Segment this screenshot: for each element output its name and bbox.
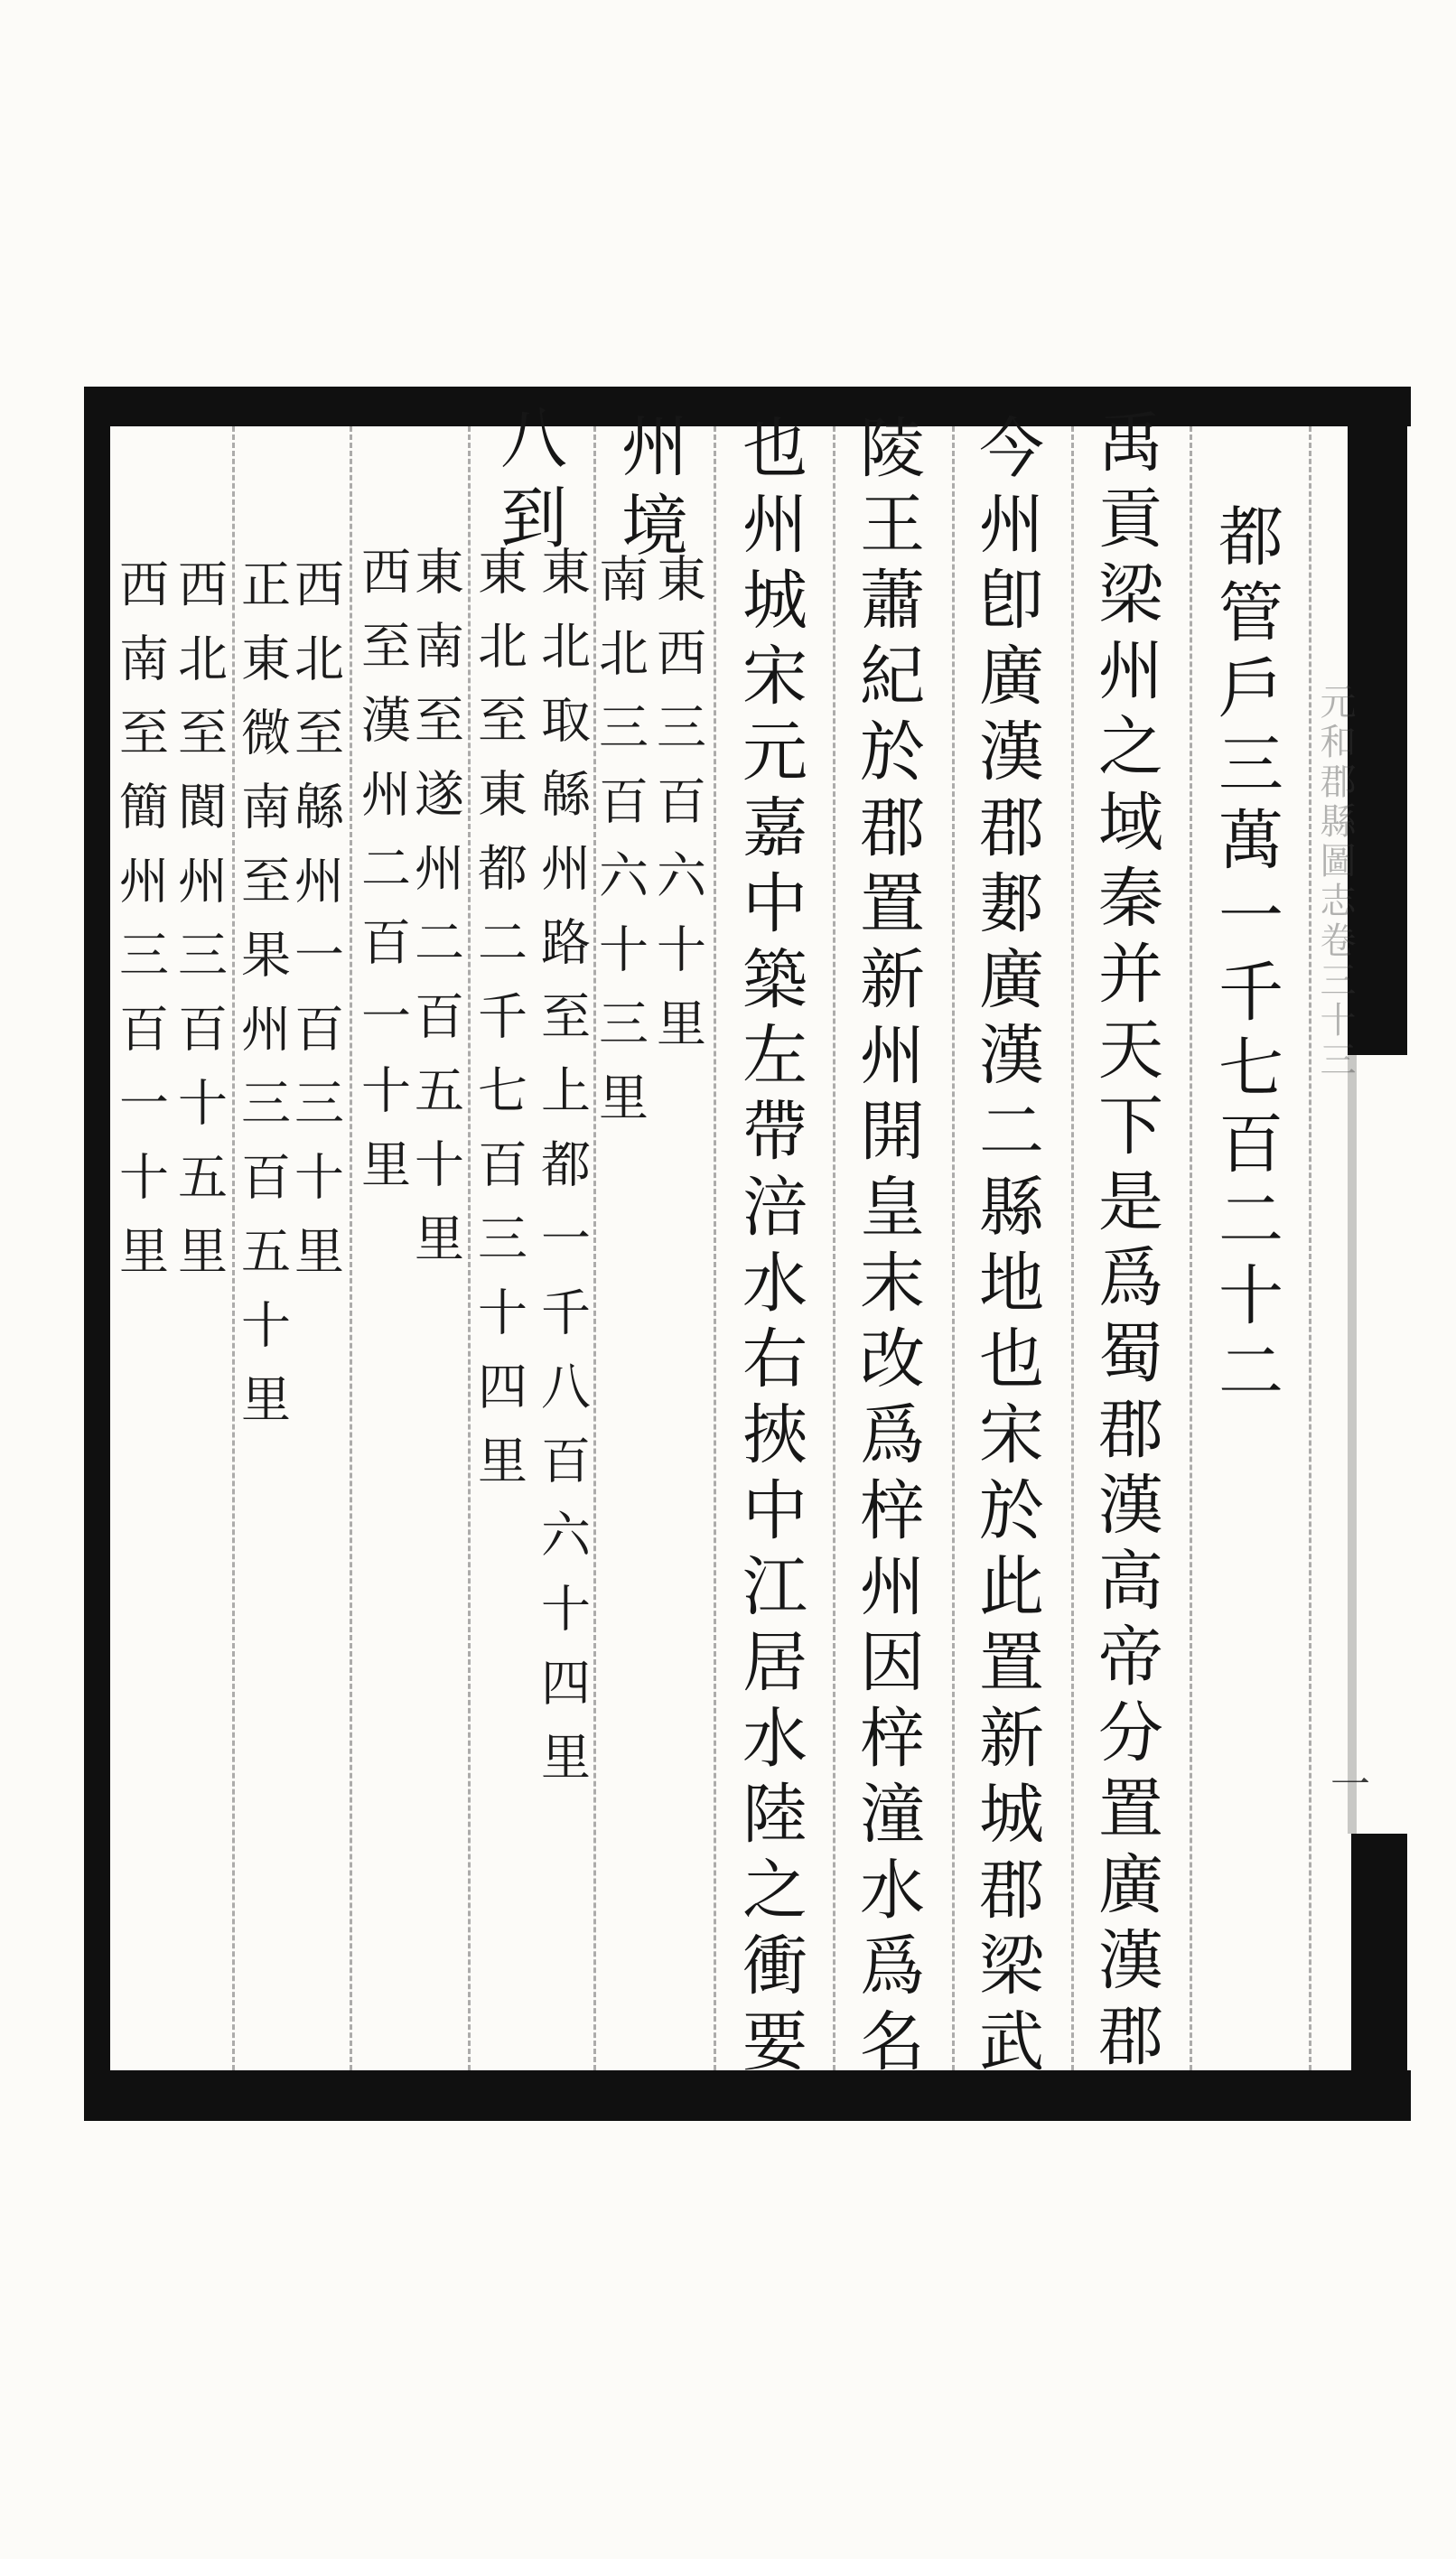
folio-number: 一 — [1323, 1763, 1369, 1803]
subcolumn-east-west: 東西三百六十里 — [649, 553, 706, 1071]
subcolumn-route: 東北取緜州路至上都一千八百六十四里 — [533, 546, 591, 1805]
frame-right-border-faded — [1348, 1055, 1357, 1834]
subcolumn-route: 正東微南至果州三百五十里 — [233, 558, 291, 1447]
section-header-zhoujing: 州境 — [611, 411, 688, 570]
subcolumn-north-south: 南北三百六十三里 — [591, 553, 649, 1145]
text-column: 今州卽廣漢郡郪廣漢二縣地也宋於此置新城郡梁武 — [968, 414, 1044, 2083]
column-rule — [833, 426, 835, 2070]
column-rule — [1309, 426, 1311, 2070]
text-column: 陵王蕭紀於郡置新州開皇末改爲梓州因梓潼水爲名 — [849, 414, 925, 2083]
section-header-badao: 八到 — [490, 403, 567, 562]
subcolumn-route: 西北至緜州一百三十里 — [286, 558, 344, 1299]
subcolumn-route: 西南至簡州三百一十里 — [111, 558, 169, 1299]
column-rule — [350, 426, 352, 2070]
frame-left-border — [84, 387, 110, 2121]
margin-volume-title: 元和郡縣圖志卷三十三 — [1314, 683, 1356, 1080]
subcolumn-route: 西至漢州二百一十里 — [353, 546, 411, 1212]
frame-right-border-upper — [1348, 387, 1407, 1055]
column-rule — [952, 426, 955, 2070]
text-column: 也州城宋元嘉中築左帶涪水右挾中江居水陸之衝要 — [732, 414, 807, 2083]
subcolumn-route: 東南至遂州二百五十里 — [406, 546, 464, 1286]
column-rule — [1071, 426, 1074, 2070]
column-rule — [1190, 426, 1192, 2070]
subcolumn-route: 西北至閬州三百十五里 — [170, 558, 228, 1299]
column-rule — [714, 426, 716, 2070]
text-column: 禹貢梁州之域秦并天下是爲蜀郡漢高帝分置廣漢郡 — [1087, 408, 1163, 2078]
frame-right-border-lower — [1351, 1834, 1407, 2121]
text-column-households: 都管戶三萬一千七百二十二 — [1208, 502, 1283, 1413]
subcolumn-route: 東北至東都二千七百三十四里 — [470, 546, 527, 1508]
